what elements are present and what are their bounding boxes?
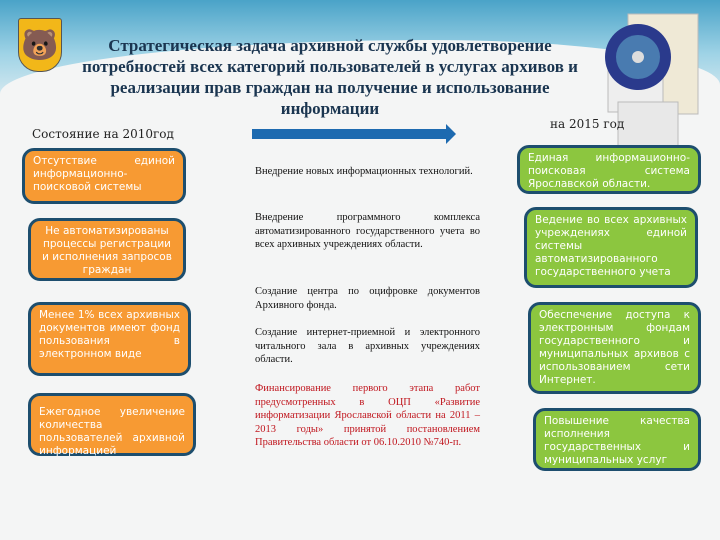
right-box-1: Единая информационно-поисковая система Ярославской области. (517, 145, 701, 194)
measure-5-financing: Финансирование первого этапа работ предусмотренных в ОЦП «Развитие информатизации Ярославской области на 2011 – 2013 годы» принятой постановлением Правительства области от 06.10.2010 №740-п. (255, 383, 480, 448)
left-box-4: Ежегодное увеличение количества пользователей архивной информацией (28, 393, 196, 456)
cd-documents-image (598, 12, 703, 162)
arrow-icon (252, 129, 448, 139)
right-box-4: Повышение качества исполнения государственных и муниципальных услуг (533, 408, 701, 471)
measure-3: Создание центра по оцифровке документов Архивного фонда. (255, 286, 480, 311)
coat-of-arms-bear-icon: 🐻 (18, 18, 62, 72)
arrowhead-icon (446, 124, 456, 144)
measure-2: Внедрение программного комплекса автоматизированного государственного учета во всех архивных учреждениях области. (255, 212, 480, 250)
right-box-2: Ведение во всех архивных учреждениях единой системы автоматизированного государственного учета (524, 207, 698, 288)
left-box-2: Не автоматизированы процессы регистрации и исполнения запросов граждан (28, 218, 186, 281)
target-label: на 2015 год (550, 117, 625, 131)
state-label: Состояние на 2010год (32, 127, 174, 141)
left-box-3: Менее 1% всех архивных документов имеют фонд пользования в электронном виде (28, 302, 191, 376)
page-title: Стратегическая задача архивной службы удовлетворение потребностей всех категорий пользователей в услугах архивов и реализации прав граждан на получение и использование информации (82, 36, 578, 118)
measure-4: Создание интернет-приемной и электронного читального зала в архивных учреждениях области. (255, 327, 480, 365)
measure-1: Внедрение новых информационных технологий. (255, 166, 473, 177)
right-box-3: Обеспечение доступа к электронным фондам государственного и муниципальных архивов с использованием сети Интернет. (528, 302, 701, 394)
left-box-1: Отсутствие единой информационно-поисковой системы (22, 148, 186, 204)
